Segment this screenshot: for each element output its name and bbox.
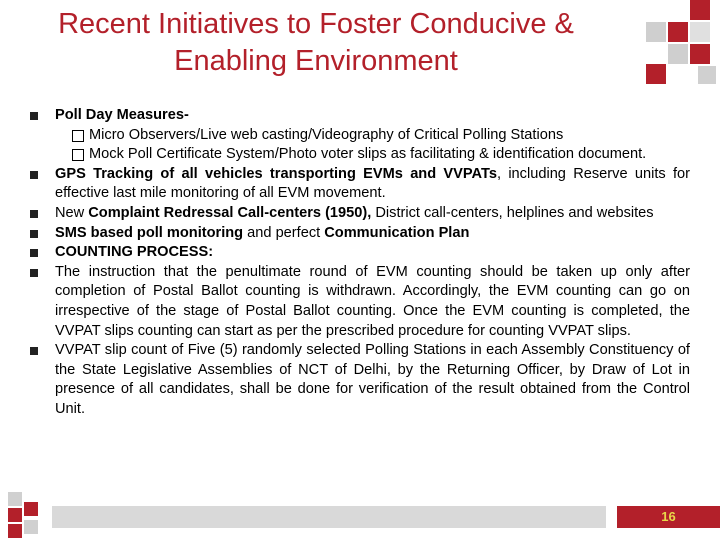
list-item (30, 243, 690, 263)
sub-item-text: Micro Observers/Live web casting/Videography of Critical Polling Stations (89, 126, 564, 143)
list-item (30, 341, 690, 419)
communication-plan-text: Communication Plan (324, 224, 470, 241)
title-line-2: Enabling Environment (174, 45, 458, 77)
complaint-prefix: New (55, 204, 89, 221)
footer-bar (52, 506, 606, 528)
complaint-text: District call-centers, helplines and websites (371, 204, 654, 221)
sms-text: and perfect (243, 224, 325, 241)
sub-list-item (30, 126, 690, 146)
poll-day-heading: Poll Day Measures- (55, 107, 189, 123)
page-number: 16 (661, 509, 676, 524)
sub-item-text: Mock Poll Certificate System/Photo voter slips as facilitating & identification document. (89, 146, 647, 163)
gps-bold-text: GPS Tracking of all vehicles transporting EVMs and VVPATs (55, 165, 497, 182)
decorative-squares-top-right (638, 0, 720, 84)
vvpat-text: VVPAT slip count of Five (5) randomly selected Polling Stations in each Assembly Constituency of the State Legislative Assemblies of NCT of Delhi, by the Returning Officer, by Draw of Lot in presence of all candidates, shall be done for verification of the result obtained from the Control Unit. (55, 342, 690, 417)
list-item (30, 224, 690, 244)
complaint-bold-text: Complaint Redressal Call-centers (1950), (88, 204, 372, 221)
list-item (30, 106, 690, 126)
instruction-text: The instruction that the penultimate round of EVM counting should be taken up only after completion of Postal Ballot counting is withdrawn. Accordingly, the EVM counting can go on irrespective of the stage of Postal Ballot counting. Once the EVM counting is completed, the VVPAT slips counting can start as per the prescribed procedure for counting VVPAT slips. (55, 263, 690, 339)
bullet-list (30, 106, 690, 420)
slide-title (0, 6, 632, 80)
list-item (30, 204, 690, 224)
decorative-squares-bottom-left (0, 492, 50, 540)
list-item (30, 165, 690, 204)
page-number-box (617, 506, 720, 528)
title-line-1: Recent Initiatives to Foster Conducive & (58, 8, 574, 40)
sms-bold-text: SMS based poll monitoring (55, 224, 244, 241)
counting-heading: COUNTING PROCESS: (55, 244, 214, 261)
list-item (30, 263, 690, 341)
sub-list-item (30, 145, 690, 165)
gps-text: , including Reserve units for effective last mile monitoring of all EVM movement. (55, 165, 691, 202)
